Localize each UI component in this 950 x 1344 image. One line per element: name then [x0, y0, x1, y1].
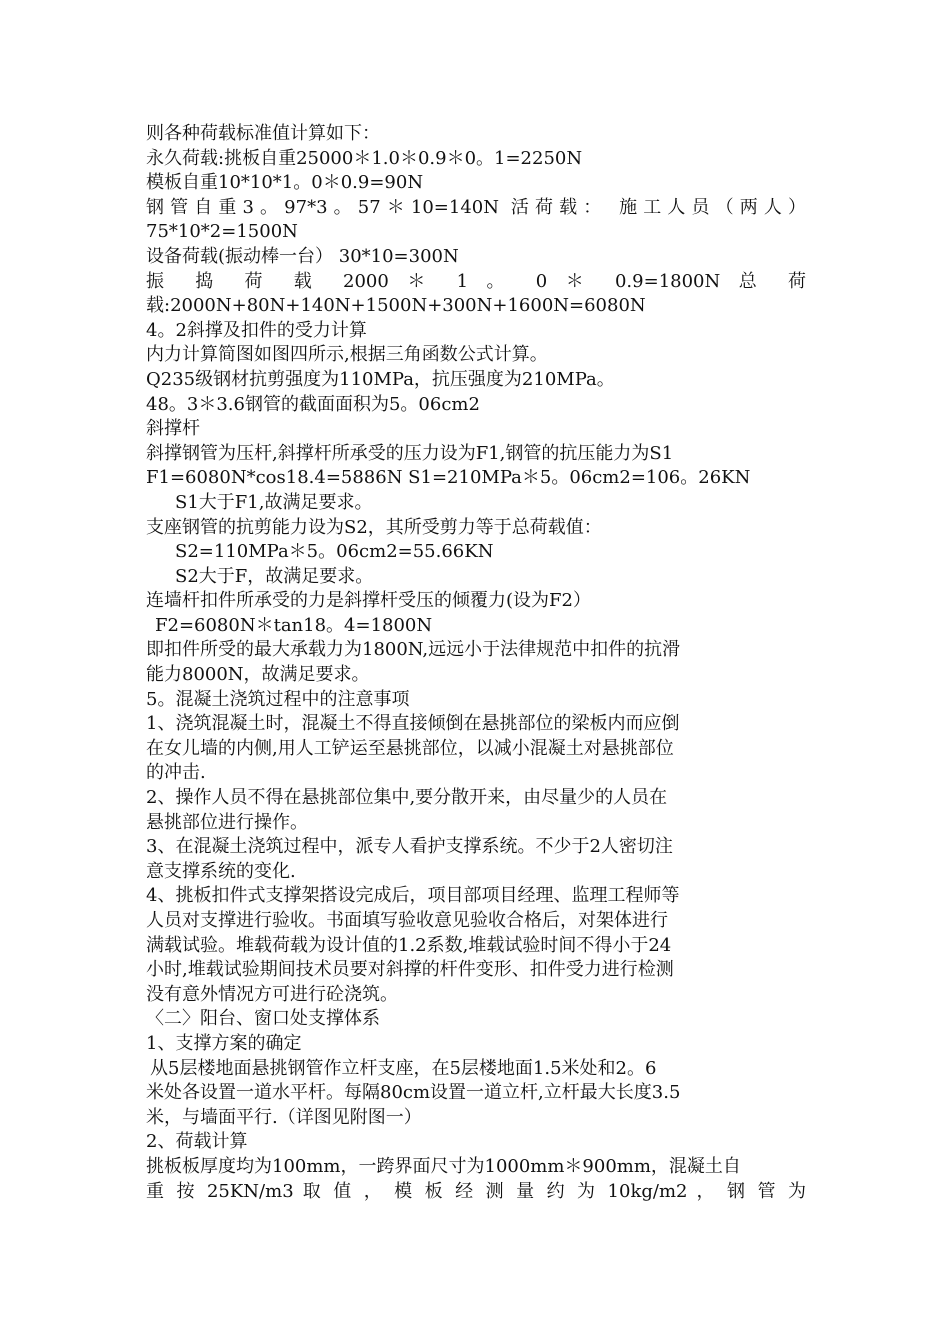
text-line: S2大于F，故满足要求。 [175, 565, 374, 587]
text-line: 从5层楼地面悬挑钢管作立杆支座，在5层楼地面1.5米处和2。6 [150, 1057, 657, 1079]
text-line: 即扣件所受的最大承载力为1800N,远远小于法律规范中扣件的抗滑 [146, 639, 681, 661]
section-heading: 2、荷载计算 [146, 1131, 248, 1153]
text-line: 米处各设置一道水平杆。每隔80cm设置一道立杆,立杆最大长度3.5 [146, 1082, 681, 1104]
text-line: 满载试验。堆载荷载为设计值的1.2系数,堆载试验时间不得小于24 [146, 934, 672, 956]
text-line: 振 捣 荷 载 2000 ＊ 1 。 0 ＊ 0.9=1800N 总 荷 [146, 270, 806, 292]
text-line: 设备荷载(振动棒一台） 30*10=300N [146, 245, 459, 267]
text-line: 的冲击. [146, 762, 206, 784]
text-line: 模板自重10*10*1。0＊0.9=90N [146, 172, 424, 194]
text-line: 挑板板厚度均为100mm，一跨界面尺寸为1000mm＊900mm，混凝土自 [146, 1155, 741, 1177]
text-line: Q235级钢材抗剪强度为110MPa，抗压强度为210MPa。 [146, 368, 615, 390]
section-heading: 1、支撑方案的确定 [146, 1032, 302, 1054]
section-heading: 5。混凝土浇筑过程中的注意事项 [146, 688, 410, 710]
text-line: 载:2000N+80N+140N+1500N+300N+1600N=6080N [146, 295, 646, 317]
text-line: 能力8000N，故满足要求。 [146, 664, 370, 686]
text-line: 1、浇筑混凝土时，混凝土不得直接倾倒在悬挑部位的梁板内而应倒 [146, 713, 680, 735]
text-line: 钢管自重3。97*3。57＊10=140N 活荷载： 施工人员（两人） [146, 196, 806, 218]
text-line: 斜撑钢管为压杆,斜撑杆所承受的压力设为F1,钢管的抗压能力为S1 [146, 442, 674, 464]
text-line: 人员对支撑进行验收。书面填写验收意见验收合格后，对架体进行 [146, 910, 668, 931]
text-line: 没有意外情况方可进行砼浇筑。 [146, 983, 398, 1005]
text-line: 支座钢管的抗剪能力设为S2，其所受剪力等于总荷载值： [146, 516, 602, 538]
text-line: S1大于F1,故满足要求。 [175, 491, 373, 513]
text-line: S2=110MPa＊5。06cm2=55.66KN [175, 541, 494, 563]
text-line: 永久荷载:挑板自重25000＊1.0＊0.9＊0。1=2250N [146, 147, 583, 169]
text-line: 内力计算简图如图四所示,根据三角函数公式计算。 [146, 344, 548, 366]
text-line: 4、挑板扣件式支撑架搭设完成后，项目部项目经理、监理工程师等 [146, 885, 680, 907]
text-line: F1=6080N*cos18.4=5886N S1=210MPa＊5。06cm2=106。26KN [146, 467, 751, 489]
text-line: 3、在混凝土浇筑过程中，派专人看护支撑系统。不少于2人密切注 [146, 836, 673, 858]
text-line: 连墙杆扣件所承受的力是斜撑杆受压的倾覆力(设为F2） [146, 590, 591, 612]
document-page [146, 122, 806, 1204]
text-line: 则各种荷载标准值计算如下： [146, 123, 380, 144]
text-line: 小时,堆载试验期间技术员要对斜撑的杆件变形、扣件受力进行检测 [146, 959, 674, 981]
text-line: 在女儿墙的内侧,用人工铲运至悬挑部位，以减小混凝土对悬挑部位 [146, 737, 674, 759]
text-line: 75*10*2=1500N [146, 221, 298, 243]
text-line: 48。3＊3.6钢管的截面面积为5。06cm2 [146, 393, 480, 415]
text-line: 米，与墙面平行.（详图见附图一） [146, 1106, 422, 1128]
text-line: 意支撑系统的变化. [146, 860, 296, 882]
text-line: 2、操作人员不得在悬挑部位集中,要分散开来，由尽量少的人员在 [146, 787, 668, 809]
text-line: 斜撑杆 [146, 418, 200, 440]
section-heading: 4。2斜撑及扣件的受力计算 [146, 319, 367, 341]
text-line: F2=6080N＊tan18。4=1800N [155, 614, 433, 636]
text-line: 重 按 25KN/m3 取 值 ， 模 板 经 测 量 约 为 10kg/m2 ， 钢 管 为 [146, 1180, 806, 1202]
text-line: 悬挑部位进行操作。 [146, 811, 308, 833]
section-heading: 〈二〉阳台、窗口处支撑体系 [146, 1008, 380, 1030]
